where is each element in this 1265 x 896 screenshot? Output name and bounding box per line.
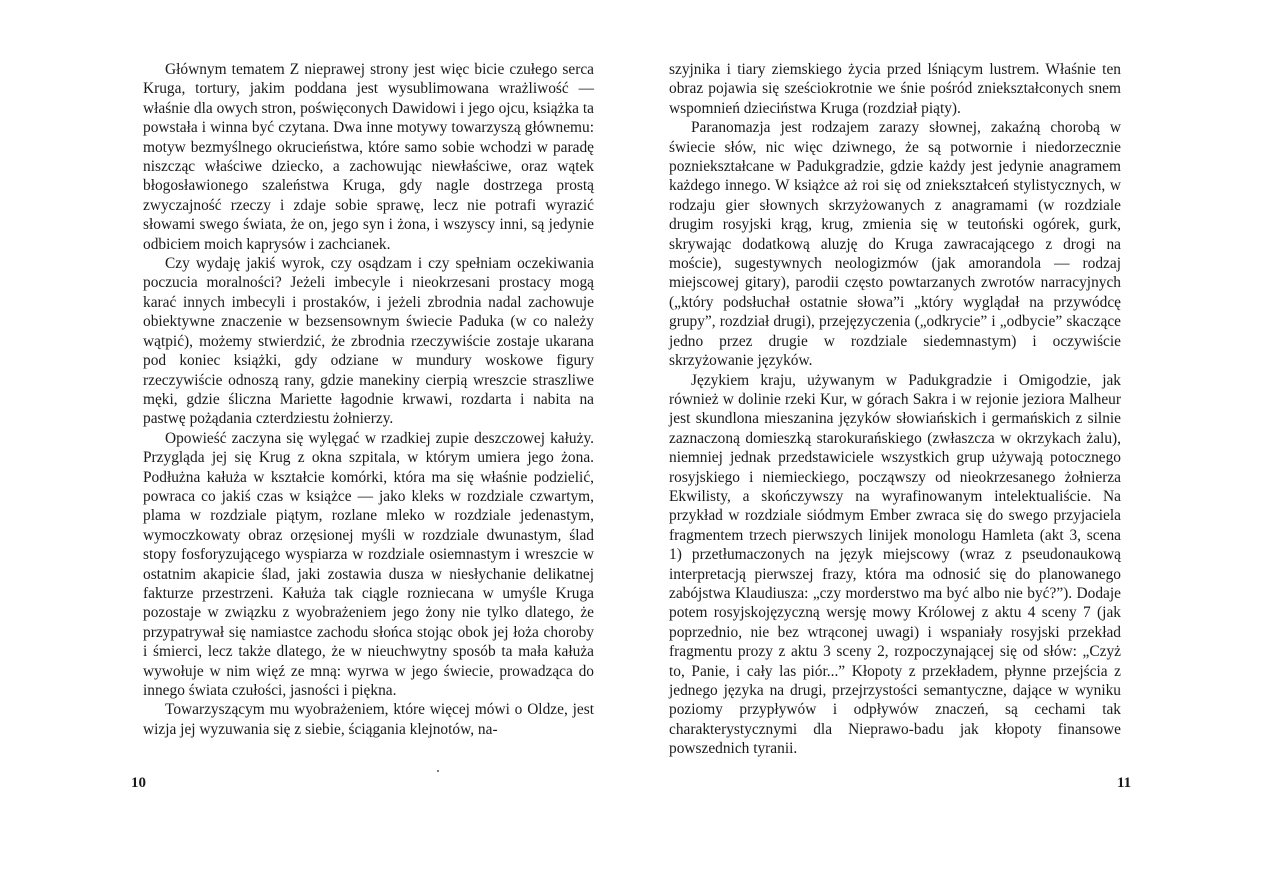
print-speck [437, 770, 439, 772]
paragraph-continued: szyjnika i tiary ziemskiego życia przed lśniącym lustrem. Właśnie ten obraz pojawia się sześciokrotnie we śnie pośród zniekształconych snem wspomnień dzieciństwa Kruga (rozdział piąty). [669, 61, 1121, 117]
paragraph: Towarzyszącym mu wyobrażeniem, które więcej mówi o Oldze, jest wizja jej wyzuwania się z siebie, ściągania klejnotów, na- [143, 701, 594, 738]
paragraph: Opowieść zaczyna się wylęgać w rzadkiej zupie deszczowej kałuży. Przygląda jej się Krug z okna szpitala, w którym umiera jego żona. Podłużna kałuża w kształcie komórki, która ma się właśnie podzielić, powraca co jakiś czas w książce — jako kleks w rozdziale czwartym, plama w rozdziale piątym, rozlane mleko w rozdziale jedenastym, wymoczkowaty obraz orzęsionej myśli w rozdziale dwunastym, ślad stopy fosforyzującego wyspiarza w rozdziale osiemnastym i wreszcie w ostatnim akapicie ślad, jaki zostawia dusza w niesłychanie delikatnej fakturze przestrzeni. Kałuża tak ciągle rozniecana w umyśle Kruga pozostaje w związku z wyobrażeniem jego żony nie tylko dlatego, że przypatrywał się namiastce zachodu słońca stojąc obok jej łoża choroby i śmierci, lecz także dlatego, że w nieuchwytny sposób ta mała kałuża wywołuje w nim więź ze mną: wyrwa w jego świecie, prowadząca do innego świata czułości, jasności i piękna. [143, 429, 594, 699]
page-number-right: 11 [1117, 775, 1132, 791]
right-page-text [669, 60, 1121, 759]
left-page-text [143, 60, 594, 739]
paragraph: Głównym tematem Z nieprawej strony jest więc bicie czułego serca Kruga, tortury, jakim poddana jest wysublimowana wrażliwość — właśnie dla owych stron, poświęconych Dawidowi i jego ojcu, książka ta powstała i winna być czytana. Dwa inne motywy towarzyszą głównemu: motyw bezmyślnego okrucieństwa, które samo sobie wchodzi w paradę niszcząc właściwe dziecko, a zachowując niewłaściwe, oraz wątek błogosławionego szaleństwa Kruga, gdy nagle dostrzega prostą zwyczajność rzeczy i zdaje sobie sprawę, lecz nie potrafi wyrazić słowami swego świata, że on, jego syn i żona, i wszyscy inni, są jedynie odbiciem moich kaprysów i zachcianek. [143, 61, 594, 253]
paragraph: Czy wydaję jakiś wyrok, czy osądzam i czy spełniam oczekiwania poczucia moralności? Jeżeli imbecyle i nieokrzesani prostacy mogą karać innych imbecyli i prostaków, i jeżeli zbrodnia nadal zachowuje obiektywne znaczenie w bezsensownym świecie Paduka (w co należy wątpić), możemy stwierdzić, że zbrodnia rzeczywiście zostaje ukarana pod koniec książki, gdy odziane w mundury woskowe figury rzeczywiście odnoszą rany, gdzie manekiny cierpią wreszcie straszliwe męki, gdzie śliczna Mariette łagodnie krwawi, rozdarta i nabita na pastwę pożądania czterdziestu żołnierzy. [143, 255, 594, 428]
page-number-left: 10 [131, 775, 146, 791]
paragraph: Paranomazja jest rodzajem zarazy słownej, zakaźną chorobą w świecie słów, nic więc dziwnego, że są potwornie i niedorzecznie pozniekształcane w Padukgradzie, gdzie każdy jest jedynie anagramem każdego innego. W książce aż roi się od zniekształceń stylistycznych, w rodzaju gier słownych skrzyżowanych z anagramami (w rozdziale drugim rosyjski krąg, krug, zmienia się w teutoński ogórek, gurk, skrywając dodatkową aluzję do Kruga zawracającego z drogi na moście), sugestywnych neologizmów (jak amorandola — rodzaj miejscowej gitary), parodii często powtarzanych zwrotów narracyjnych („który podsłuchał ostatnie słowa”i „który wyglądał na przywódcę grupy”, rozdział drugi), przejęzyczenia („odkrycie” i „odbycie” skaczące jedno przez drugie w rozdziale siedemnastym) i oczywiście skrzyżowanie języków. [669, 119, 1121, 370]
paragraph: Językiem kraju, używanym w Padukgradzie i Omigodzie, jak również w dolinie rzeki Kur, w górach Sakra i w rejonie jeziora Malheur jest skundlona mieszanina języków słowiańskich i germańskich z silnie zaznaczoną domieszką starokurańskiego (zwłaszcza w okrzykach żalu), niemniej jednak przedstawiciele wszystkich grup używają potocznego rosyjskiego i niemieckiego, począwszy od nieokrzesanego żołnierza Ekwilisty, a skończywszy na wyrafinowanym intelektualiście. Na przykład w rozdziale siódmym Ember zwraca się do swego przyjaciela fragmentem trzech pierwszych linijek monologu Hamleta (akt 3, scena 1) przetłumaczonych na język miejscowy (wraz z pseudonaukową interpretacją pierwszej frazy, która ma odnosić się do planowanego zabójstwa Klaudiusza: „czy morderstwo ma być albo nie być?”). Dodaje potem rosyjskojęzyczną wersję mowy Królowej z aktu 4 sceny 7 (jak poprzednio, nie bez wtrąconej uwagi) i wspaniały rosyjski przekład fragmentu prozy z aktu 3 sceny 2, rozpoczynającej się od słów: „Czyż to, Panie, i cały las piór...” Kłopoty z przekładem, płynne przejścia z jednego języka na drugi, przejrzystości semantyczne, dające w wyniku poziomy przypływów i odpływów znaczeń, są cechami tak charakterystycznymi dla Nieprawo-badu jak kłopoty finansowe powszednich tyranii. [669, 371, 1121, 758]
